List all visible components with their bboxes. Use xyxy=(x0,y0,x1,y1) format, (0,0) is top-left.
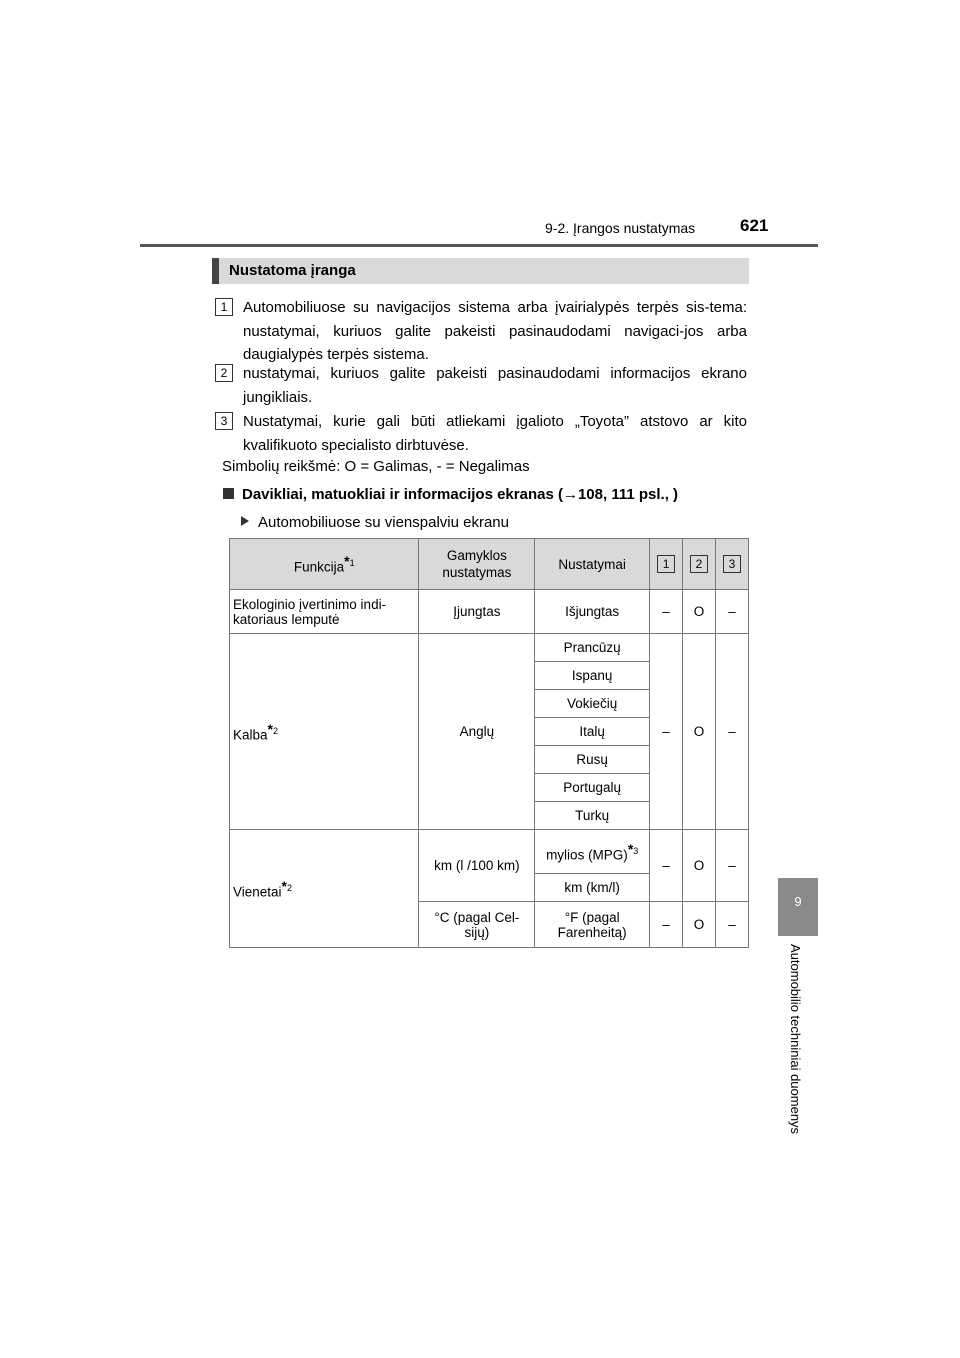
table-row xyxy=(230,634,749,662)
cell-col3: – xyxy=(715,634,748,830)
cell-default: Anglų xyxy=(419,634,535,830)
chapter-number: 9 xyxy=(794,894,802,909)
chapter-tab xyxy=(778,878,818,936)
triangle-bullet-icon xyxy=(241,516,249,526)
cell-setting: Rusų xyxy=(535,746,650,774)
subheading-text: Davikliai, matuokliai ir informacijos ekranas (→108, 111 psl., ) xyxy=(242,486,679,503)
cell-col2: O xyxy=(683,634,716,830)
cell-function: Ekologinio įvertinimo indi-katoriaus lemputė xyxy=(230,590,419,634)
chapter-label-text: Automobilio techniniai duomenys xyxy=(788,944,803,1135)
chapter-label xyxy=(788,944,803,1134)
cell-default: km (l /100 km) xyxy=(419,830,535,902)
item-number-badge: 2 xyxy=(215,364,233,382)
cell-col1: – xyxy=(650,590,683,634)
item-text: Automobiliuose su navigacijos sistema arba įvairialypės terpės sis-tema: nustatymai, kuriuos galite pakeisti pasinaudodami navigaci-jos arba daugialypės terpės sistema. xyxy=(243,299,747,363)
item-number-badge: 3 xyxy=(215,412,233,430)
cell-default: Įjungtas xyxy=(419,590,535,634)
header-section-title: 9-2. Įrangos nustatymas xyxy=(545,220,696,236)
section-title-bar: Nustatoma įranga xyxy=(212,258,749,284)
cell-col2: O xyxy=(683,830,716,902)
cell-setting: Italų xyxy=(535,718,650,746)
cell-function: Kalba*$^2$ xyxy=(230,634,419,830)
cell-setting: Portugalų xyxy=(535,774,650,802)
sub-subheading-text: Automobiliuose su vienspalviu ekranu xyxy=(258,514,509,531)
page-number: 621 xyxy=(740,216,769,235)
cell-col1: – xyxy=(650,902,683,948)
cell-setting: Turkų xyxy=(535,802,650,830)
header-divider xyxy=(140,244,818,247)
settings-table xyxy=(229,538,749,948)
col-header-function: Funkcija*$^1$ xyxy=(230,539,419,590)
table-row xyxy=(230,590,749,634)
cell-setting: Vokiečių xyxy=(535,690,650,718)
col-header-2: 2 xyxy=(683,539,716,590)
item-number-badge: 1 xyxy=(215,298,233,316)
cell-col3: – xyxy=(715,590,748,634)
cell-col3: – xyxy=(715,830,748,902)
cell-function: Vienetai*$^2$ xyxy=(230,830,419,948)
col-header-setting: Nustatymai xyxy=(535,539,650,590)
cell-col2: O xyxy=(683,902,716,948)
cell-col1: – xyxy=(650,830,683,902)
list-item xyxy=(215,410,747,457)
table-row xyxy=(230,830,749,874)
cell-setting: mylios (MPG)*$^3$ xyxy=(535,830,650,874)
item-text: nustatymai, kuriuos galite pakeisti pasinaudodami informacijos ekrano jungikliais. xyxy=(243,365,747,406)
item-text: Nustatymai, kurie gali būti atliekami įgalioto „Toyota” atstovo ar kito kvalifikuoto specialisto dirbtuvėse. xyxy=(243,413,747,454)
table-header-row xyxy=(230,539,749,590)
list-item xyxy=(215,362,747,409)
cell-col2: O xyxy=(683,590,716,634)
square-bullet-icon xyxy=(223,488,234,499)
subheading xyxy=(223,486,678,503)
cell-setting: Ispanų xyxy=(535,662,650,690)
cell-default: °C (pagal Cel-sijų) xyxy=(419,902,535,948)
cell-setting: Prancūzų xyxy=(535,634,650,662)
col-header-1: 1 xyxy=(650,539,683,590)
list-item xyxy=(215,296,747,367)
cell-col1: – xyxy=(650,634,683,830)
col-header-default: Gamyklos nustatymas xyxy=(419,539,535,590)
cell-setting: km (km/l) xyxy=(535,874,650,902)
cell-setting: Išjungtas xyxy=(535,590,650,634)
symbol-legend: Simbolių reikšmė: O = Galimas, - = Negalimas xyxy=(222,458,530,475)
col-header-3: 3 xyxy=(715,539,748,590)
cell-col3: – xyxy=(715,902,748,948)
cell-setting: °F (pagal Farenheitą) xyxy=(535,902,650,948)
sub-subheading xyxy=(241,514,509,531)
